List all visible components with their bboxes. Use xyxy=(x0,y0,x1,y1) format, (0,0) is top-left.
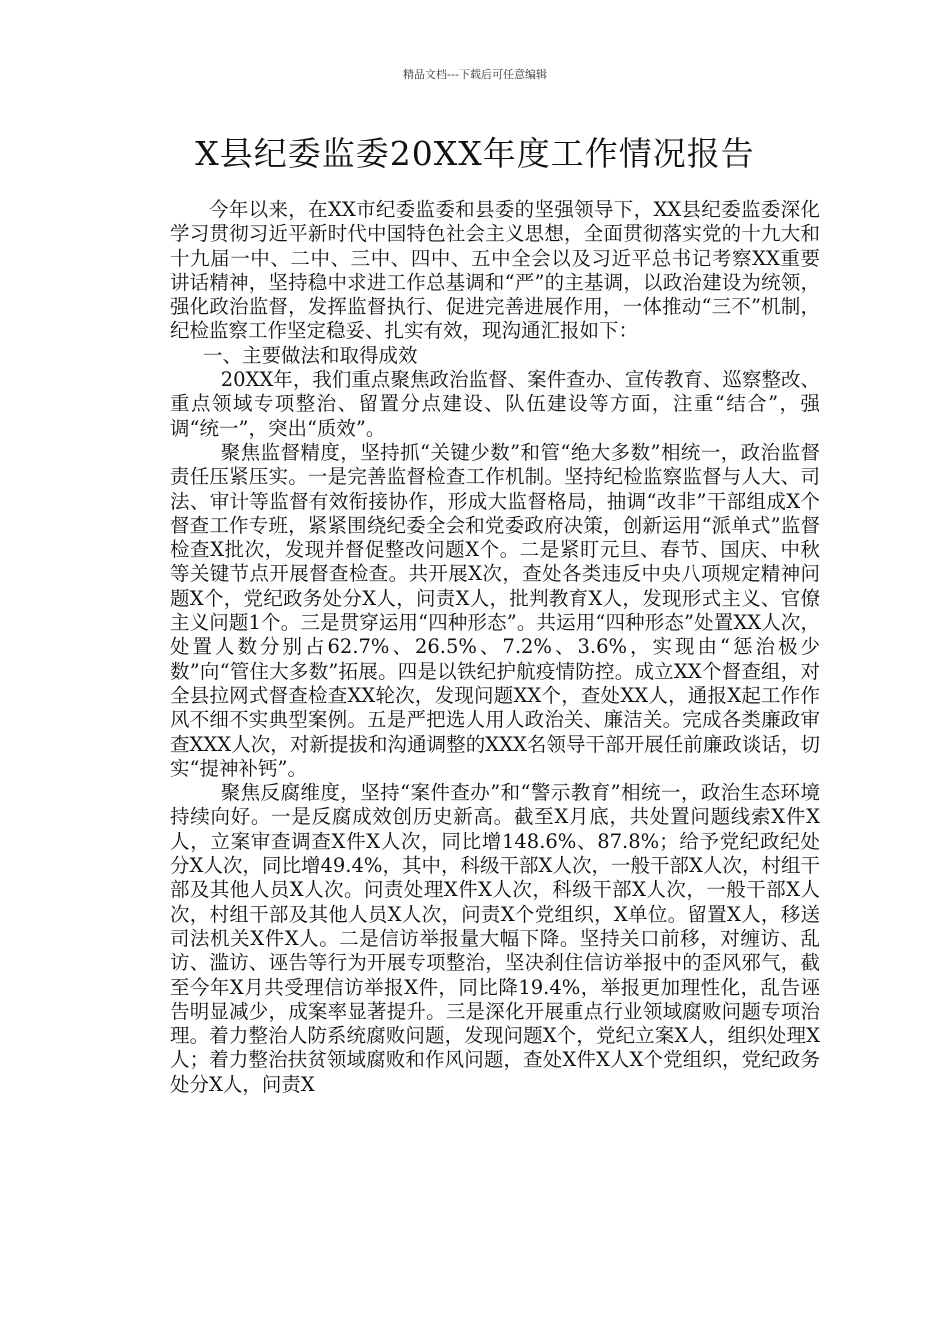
supervision-paragraph: 聚焦监督精度，坚持抓“关键少数”和管“绝大多数”相统一，政治监督责任压紧压实。一是完善监督检查工作机制。坚持纪检监察监督与人大、司法、审计等监督有效衔接协作，形成大监督格局，抽调“改非”干部组成X个督查工作专班，紧紧围绕纪委全会和党委政府决策，创新运用“派单式”监督检查X批次，发现并督促整改问题X个。二是紧盯元旦、春节、国庆、中秋等关键节点开展督查检查。共开展X次，查处各类违反中央八项规定精神问题X个，党纪政务处分X人，问责X人，批判教育X人，发现形式主义、官僚主义问题1个。三是贯穿运用“四种形态”。共运用“四种形态”处置XX人次，处置人数分别占62.7%、26.5%、7.2%、3.6%，实现由“惩治极少数”向“管住大多数”拓展。四是以铁纪护航疫情防控。成立XX个督查组，对全县拉网式督查检查XX轮次，发现问题XX个，查处XX人，通报X起工作作风不细不实典型案例。五是严把选人用人政治关、廉洁关。完成各类廉政审查XXX人次，对新提拔和沟通调整的XXX名领导干部开展任前廉政谈话，切实“提神补钙”。 xyxy=(170,440,820,780)
anticorruption-paragraph: 聚焦反腐维度，坚持“案件查办”和“警示教育”相统一，政治生态环境持续向好。一是反腐成效创历史新高。截至X月底，共处置问题线索X件X人，立案审查调查X件X人次，同比增148.6%、87.8%；给予党纪政纪处分X人次，同比增49.4%，其中，科级干部X人次，一般干部X人次，村组干部及其他人员X人次。问责处理X件X人次，科级干部X人次，一般干部X人次，村组干部及其他人员X人次，问责X个党组织，X单位。留置X人，移送司法机关X件X人。二是信访举报量大幅下降。坚持关口前移，对缠访、乱访、滥访、诬告等行为开展专项整治，坚决刹住信访举报中的歪风邪气，截至今年X月共受理信访举报X件，同比降19.4%，举报更加理性化，乱告诬告明显减少，成案率显著提升。三是深化开展重点行业领域腐败问题专项治理。着力整治人防系统腐败问题，发现问题X个，党纪立案X人，组织处理X人；着力整治扶贫领域腐败和作风问题，查处X件X人X个党组织，党纪政务处分X人，问责X xyxy=(170,781,820,1096)
document-body xyxy=(170,198,820,1097)
header-note: 精品文档---下载后可任意编辑 xyxy=(403,68,547,81)
intro-paragraph: 今年以来，在XX市纪委监委和县委的坚强领导下，XX县纪委监委深化学习贯彻习近平新时代中国特色社会主义思想，全面贯彻落实党的十九大和十九届一中、二中、三中、四中、五中全会以及习近平总书记考察XX重要讲话精神，坚持稳中求进工作总基调和“严”的主基调，以政治建设为统领，强化政治监督，发挥监督执行、促进完善进展作用，一体推动“三不”机制，纪检监察工作坚定稳妥、扎实有效，现沟通汇报如下： xyxy=(170,198,820,343)
document-title: X县纪委监委20XX年度工作情况报告 xyxy=(195,134,755,173)
section-heading: 一、主要做法和取得成效 xyxy=(203,343,418,367)
summary-paragraph: 20XX年，我们重点聚焦政治监督、案件查办、宣传教育、巡察整改、重点领域专项整治、留置分点建设、队伍建设等方面，注重“结合”，强调“统一”，突出“质效”。 xyxy=(170,368,820,440)
